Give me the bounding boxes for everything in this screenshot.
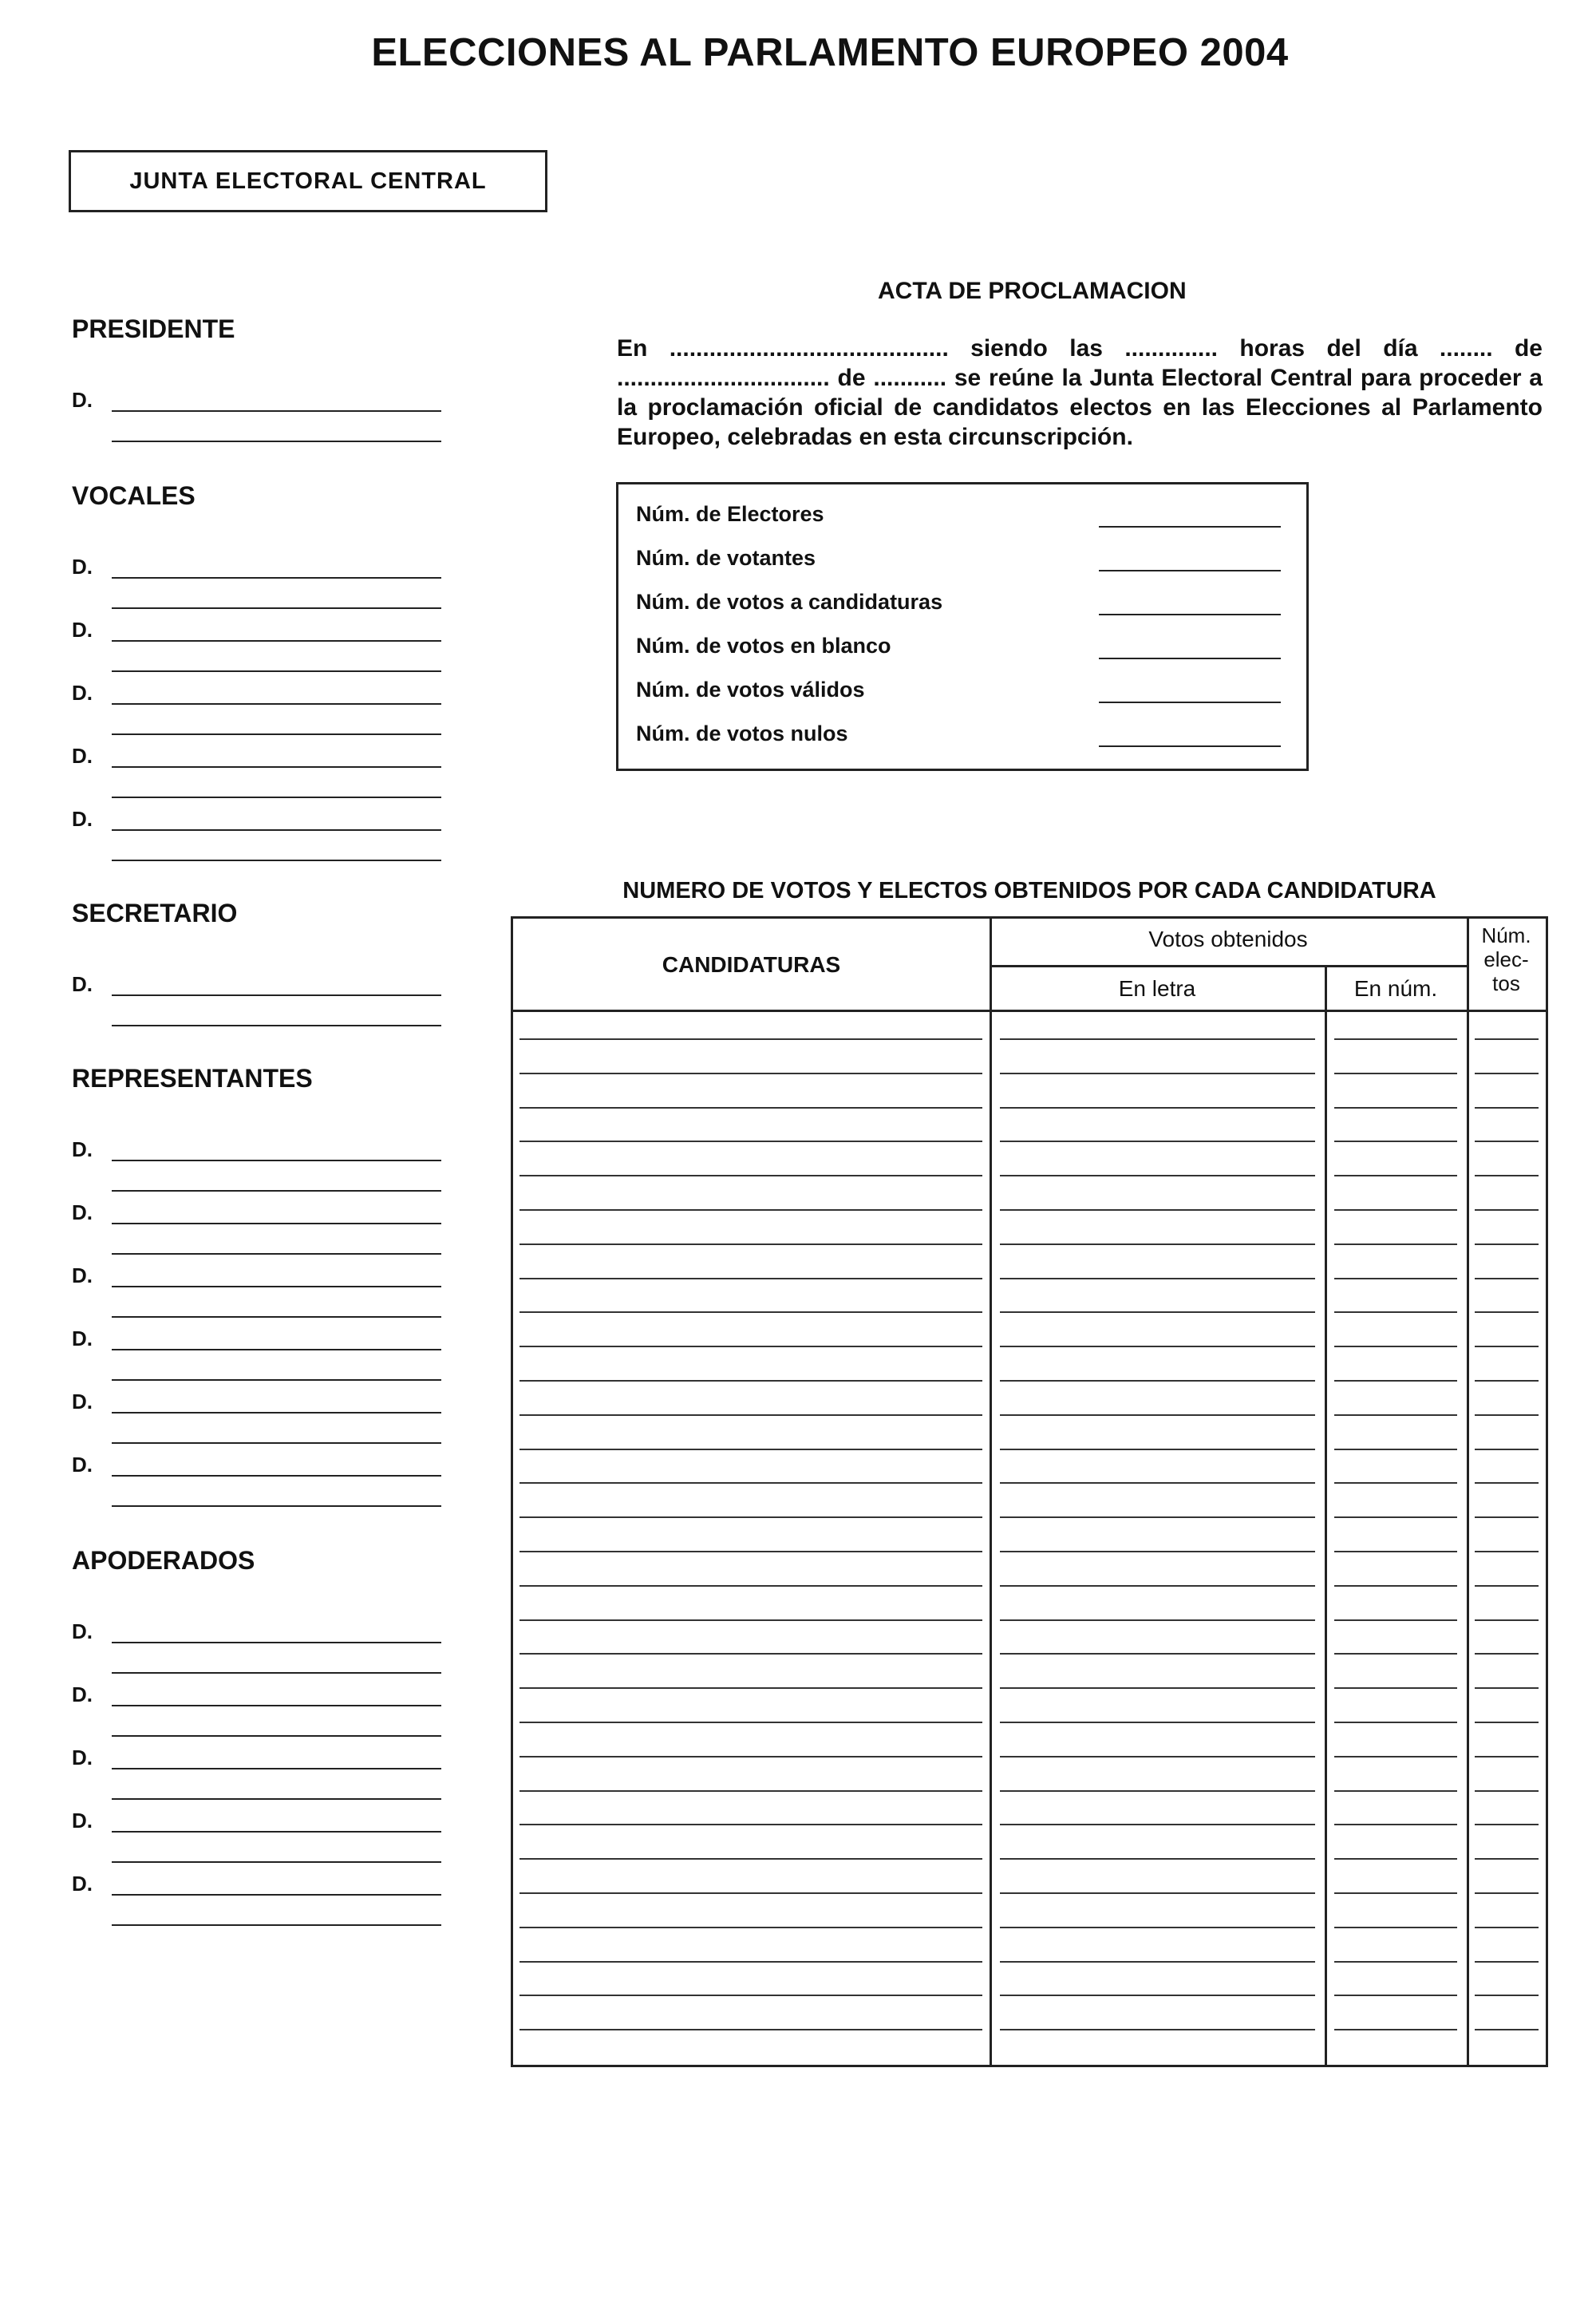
table-row-line[interactable] <box>1475 1449 1539 1450</box>
acta-title: ACTA DE PROCLAMACION <box>878 278 1187 304</box>
table-row-line[interactable] <box>1334 1243 1457 1245</box>
col-divider <box>1467 919 1469 2065</box>
table-row-line[interactable] <box>1000 1482 1315 1484</box>
signature-line[interactable] <box>112 1025 441 1026</box>
table-row-line[interactable] <box>1475 1927 1539 1928</box>
results-table <box>511 916 1548 2067</box>
table-row-line[interactable] <box>1475 1175 1539 1176</box>
section-heading-representantes: REPRESENTANTES <box>72 1064 313 1093</box>
header-en-letra: En letra <box>1118 976 1196 1001</box>
table-row-line[interactable] <box>1000 1380 1315 1382</box>
table-row-line[interactable] <box>1334 1107 1457 1109</box>
table-row-line[interactable] <box>1334 1619 1457 1621</box>
table-row-line[interactable] <box>1334 1073 1457 1074</box>
col-divider <box>1325 965 1327 2065</box>
table-row-line[interactable] <box>1475 1073 1539 1074</box>
stat-value-line[interactable] <box>1099 658 1281 659</box>
table-row-line[interactable] <box>1000 1585 1315 1587</box>
table-row-line[interactable] <box>1000 1038 1315 1040</box>
table-row-line[interactable] <box>1475 1414 1539 1416</box>
signature-line[interactable] <box>112 1223 441 1224</box>
table-row-line[interactable] <box>1334 1858 1457 1860</box>
table-row-line[interactable] <box>1000 2029 1315 2030</box>
table-row-line[interactable] <box>1475 1961 1539 1963</box>
table-row-line[interactable] <box>1475 1892 1539 1894</box>
table-row-line[interactable] <box>1334 1346 1457 1347</box>
stat-value-line[interactable] <box>1099 614 1281 615</box>
col-divider <box>990 919 992 2065</box>
signatory-prefix: D. <box>72 1746 93 1769</box>
section-heading-apoderados: APODERADOS <box>72 1546 255 1575</box>
section-heading-vocales: VOCALES <box>72 481 196 510</box>
table-row-line[interactable] <box>1475 1858 1539 1860</box>
stat-value-line[interactable] <box>1099 745 1281 747</box>
header-num-electos-1: Núm. <box>1481 923 1531 947</box>
table-row-line[interactable] <box>1475 1380 1539 1382</box>
section-heading-secretario: SECRETARIO <box>72 899 238 927</box>
table-row-line[interactable] <box>519 1380 982 1382</box>
signature-line[interactable] <box>112 670 441 672</box>
signature-line[interactable] <box>112 994 441 996</box>
signatory-prefix: D. <box>72 1872 93 1896</box>
table-row-line[interactable] <box>1334 1449 1457 1450</box>
signature-line[interactable] <box>112 1505 441 1507</box>
header-num-electos-2: elec- <box>1483 947 1529 971</box>
table-row-line[interactable] <box>519 1107 982 1109</box>
table-row-line[interactable] <box>1334 1482 1457 1484</box>
table-row-line[interactable] <box>519 1995 982 1996</box>
stat-value-line[interactable] <box>1099 702 1281 703</box>
table-row-line[interactable] <box>1000 1209 1315 1211</box>
table-row-line[interactable] <box>519 1482 982 1484</box>
signatory-prefix: D. <box>72 388 93 412</box>
signature-line[interactable] <box>112 766 441 768</box>
acta-text: En .......................................... siendo las .............. horas del día ........ de ................................ de ........... se reúne la Junta Electoral Central para proceder a la proclamación oficial de candidatos electos en las Elecciones al Parlamento Europeo, celebradas en esta circunscripción. <box>617 335 1543 450</box>
stat-label: Núm. de votos en blanco <box>636 634 891 658</box>
signature-line[interactable] <box>112 1672 441 1674</box>
table-row-line[interactable] <box>1475 1141 1539 1142</box>
signatory-prefix: D. <box>72 681 93 705</box>
table-row-line[interactable] <box>1000 1858 1315 1860</box>
table-row-line[interactable] <box>519 1790 982 1792</box>
table-row-line[interactable] <box>1475 1653 1539 1655</box>
stat-label: Núm. de votantes <box>636 546 816 570</box>
junta-electoral-label: JUNTA ELECTORAL CENTRAL <box>129 168 487 194</box>
signatory-prefix: D. <box>72 555 93 579</box>
table-row-line[interactable] <box>519 1516 982 1518</box>
table-row-line[interactable] <box>1000 1311 1315 1313</box>
signatory-prefix: D. <box>72 744 93 768</box>
table-row-line[interactable] <box>1334 1892 1457 1894</box>
table-row-line[interactable] <box>519 1858 982 1860</box>
stat-value-line[interactable] <box>1099 526 1281 528</box>
stat-label: Núm. de votos nulos <box>636 722 848 745</box>
table-row-line[interactable] <box>1334 1687 1457 1689</box>
table-row-line[interactable] <box>1000 1756 1315 1757</box>
signature-line[interactable] <box>112 1798 441 1800</box>
table-row-line[interactable] <box>1475 1790 1539 1792</box>
table-row-line[interactable] <box>519 1585 982 1587</box>
table-row-line[interactable] <box>1000 1653 1315 1655</box>
signature-line[interactable] <box>112 1705 441 1706</box>
table-row-line[interactable] <box>519 1038 982 1040</box>
signatory-prefix: D. <box>72 1453 93 1477</box>
table-row-line[interactable] <box>519 1927 982 1928</box>
table-row-line[interactable] <box>1000 1073 1315 1074</box>
table-row-line[interactable] <box>1000 1892 1315 1894</box>
signature-line[interactable] <box>112 607 441 609</box>
signature-line[interactable] <box>112 1190 441 1192</box>
signature-line[interactable] <box>112 1349 441 1350</box>
signature-line[interactable] <box>112 1894 441 1896</box>
table-row-line[interactable] <box>1475 1995 1539 1996</box>
signature-line[interactable] <box>112 1253 441 1255</box>
table-row-line[interactable] <box>519 1619 982 1621</box>
junta-electoral-box <box>69 150 547 212</box>
signature-line[interactable] <box>112 1831 441 1833</box>
signature-line[interactable] <box>112 797 441 798</box>
table-row-line[interactable] <box>1000 1995 1315 1996</box>
table-row-line[interactable] <box>1000 1961 1315 1963</box>
table-row-line[interactable] <box>1475 1619 1539 1621</box>
table-row-line[interactable] <box>519 1141 982 1142</box>
table-row-line[interactable] <box>1334 1961 1457 1963</box>
signature-line[interactable] <box>112 441 441 442</box>
signature-line[interactable] <box>112 1642 441 1643</box>
table-row-line[interactable] <box>1334 1209 1457 1211</box>
table-row-line[interactable] <box>519 1346 982 1347</box>
table-row-line[interactable] <box>1334 1585 1457 1587</box>
table-row-line[interactable] <box>519 1653 982 1655</box>
signature-line[interactable] <box>112 410 441 412</box>
header-num-electos-3: tos <box>1492 971 1520 995</box>
table-row-line[interactable] <box>1475 1482 1539 1484</box>
table-row-line[interactable] <box>519 1209 982 1211</box>
table-row-line[interactable] <box>1475 1346 1539 1347</box>
table-row-line[interactable] <box>519 1961 982 1963</box>
signature-line[interactable] <box>112 1379 441 1381</box>
table-row-line[interactable] <box>1475 1722 1539 1723</box>
signature-line[interactable] <box>112 1442 441 1444</box>
table-row-line[interactable] <box>1475 1687 1539 1689</box>
table-row-line[interactable] <box>1000 1516 1315 1518</box>
signature-line[interactable] <box>112 1735 441 1737</box>
header-votos-obtenidos: Votos obtenidos <box>1148 927 1308 951</box>
stat-label: Núm. de votos válidos <box>636 678 865 702</box>
signature-line[interactable] <box>112 1412 441 1414</box>
signature-line[interactable] <box>112 703 441 705</box>
page-title: ELECCIONES AL PARLAMENTO EUROPEO 2004 <box>371 31 1289 74</box>
table-row-line[interactable] <box>1334 1722 1457 1723</box>
table-row-line[interactable] <box>519 1551 982 1552</box>
table-row-line[interactable] <box>1000 1551 1315 1552</box>
signature-line[interactable] <box>112 1768 441 1769</box>
table-row-line[interactable] <box>519 1278 982 1279</box>
table-row-line[interactable] <box>1475 2029 1539 2030</box>
stat-label: Núm. de votos a candidaturas <box>636 590 943 614</box>
table-row-line[interactable] <box>519 1073 982 1074</box>
table-row-line[interactable] <box>1475 1038 1539 1040</box>
table-row-line[interactable] <box>519 1722 982 1723</box>
signatory-prefix: D. <box>72 1263 93 1287</box>
table-row-line[interactable] <box>1000 1107 1315 1109</box>
section-heading-presidente: PRESIDENTE <box>72 314 235 343</box>
table-row-line[interactable] <box>1334 1175 1457 1176</box>
signatory-prefix: D. <box>72 1682 93 1706</box>
signature-line[interactable] <box>112 577 441 579</box>
table-row-line[interactable] <box>1475 1278 1539 1279</box>
header-num-electos <box>1467 923 1546 995</box>
signatory-prefix: D. <box>72 1809 93 1833</box>
signatory-prefix: D. <box>72 972 93 996</box>
table-row-line[interactable] <box>1000 1278 1315 1279</box>
signature-line[interactable] <box>112 1475 441 1477</box>
table-row-line[interactable] <box>1334 1141 1457 1142</box>
table-row-line[interactable] <box>1475 1311 1539 1313</box>
table-row-line[interactable] <box>1334 1653 1457 1655</box>
table-row-line[interactable] <box>1475 1516 1539 1518</box>
table-row-line[interactable] <box>519 1311 982 1313</box>
table-row-line[interactable] <box>519 1243 982 1245</box>
table-row-line[interactable] <box>519 1756 982 1757</box>
table-row-line[interactable] <box>1000 1824 1315 1825</box>
table-row-line[interactable] <box>519 1414 982 1416</box>
signature-line[interactable] <box>112 1316 441 1318</box>
table-row-line[interactable] <box>1475 1209 1539 1211</box>
table-row-line[interactable] <box>1334 1311 1457 1313</box>
table-row-line[interactable] <box>1475 1243 1539 1245</box>
signature-line[interactable] <box>112 829 441 831</box>
signatory-prefix: D. <box>72 1390 93 1414</box>
table-row-line[interactable] <box>1000 1790 1315 1792</box>
table-row-line[interactable] <box>1334 1516 1457 1518</box>
signatory-prefix: D. <box>72 618 93 642</box>
table-row-line[interactable] <box>1334 1551 1457 1552</box>
table-row-line[interactable] <box>1475 1107 1539 1109</box>
table-row-line[interactable] <box>1334 1278 1457 1279</box>
table-row-line[interactable] <box>1000 1414 1315 1416</box>
signature-line[interactable] <box>112 860 441 861</box>
table-row-line[interactable] <box>519 1175 982 1176</box>
table-row-line[interactable] <box>1334 1995 1457 1996</box>
stat-label: Núm. de Electores <box>636 502 824 526</box>
table-row-line[interactable] <box>1000 1175 1315 1176</box>
signatory-prefix: D. <box>72 1200 93 1224</box>
table-row-line[interactable] <box>1000 1449 1315 1450</box>
table-title: NUMERO DE VOTOS Y ELECTOS OBTENIDOS POR CADA CANDIDATURA <box>622 878 1436 903</box>
table-row-line[interactable] <box>519 2029 982 2030</box>
header-candidaturas: CANDIDATURAS <box>662 952 841 977</box>
table-row-line[interactable] <box>1000 1927 1315 1928</box>
table-row-line[interactable] <box>1000 1722 1315 1723</box>
table-row-line[interactable] <box>519 1892 982 1894</box>
table-row-line[interactable] <box>1475 1824 1539 1825</box>
table-row-line[interactable] <box>1000 1243 1315 1245</box>
table-row-line[interactable] <box>1334 1756 1457 1757</box>
table-row-line[interactable] <box>1000 1687 1315 1689</box>
signatory-prefix: D. <box>72 1619 93 1643</box>
header-en-num: En núm. <box>1353 976 1438 1001</box>
signature-line[interactable] <box>112 1160 441 1161</box>
table-row-line[interactable] <box>1000 1141 1315 1142</box>
table-row-line[interactable] <box>1334 1790 1457 1792</box>
signature-line[interactable] <box>112 1861 441 1863</box>
signatory-prefix: D. <box>72 1137 93 1161</box>
table-row-line[interactable] <box>1334 2029 1457 2030</box>
table-row-line[interactable] <box>1334 1927 1457 1928</box>
table-row-line[interactable] <box>1334 1414 1457 1416</box>
signature-line[interactable] <box>112 1286 441 1287</box>
table-row-line[interactable] <box>1334 1824 1457 1825</box>
signatory-prefix: D. <box>72 1327 93 1350</box>
signature-line[interactable] <box>112 733 441 735</box>
stats-box <box>616 482 1309 771</box>
header-bottom <box>513 1010 1546 1012</box>
signature-line[interactable] <box>112 640 441 642</box>
header-divider <box>990 965 1467 967</box>
table-row-line[interactable] <box>519 1824 982 1825</box>
table-row-line[interactable] <box>1000 1619 1315 1621</box>
signature-line[interactable] <box>112 1924 441 1926</box>
signatory-prefix: D. <box>72 807 93 831</box>
table-row-line[interactable] <box>1000 1346 1315 1347</box>
table-row-line[interactable] <box>1475 1756 1539 1757</box>
table-row-line[interactable] <box>1334 1038 1457 1040</box>
table-row-line[interactable] <box>519 1687 982 1689</box>
table-row-line[interactable] <box>519 1449 982 1450</box>
table-row-line[interactable] <box>1475 1551 1539 1552</box>
table-row-line[interactable] <box>1475 1585 1539 1587</box>
stat-value-line[interactable] <box>1099 570 1281 571</box>
table-row-line[interactable] <box>1334 1380 1457 1382</box>
